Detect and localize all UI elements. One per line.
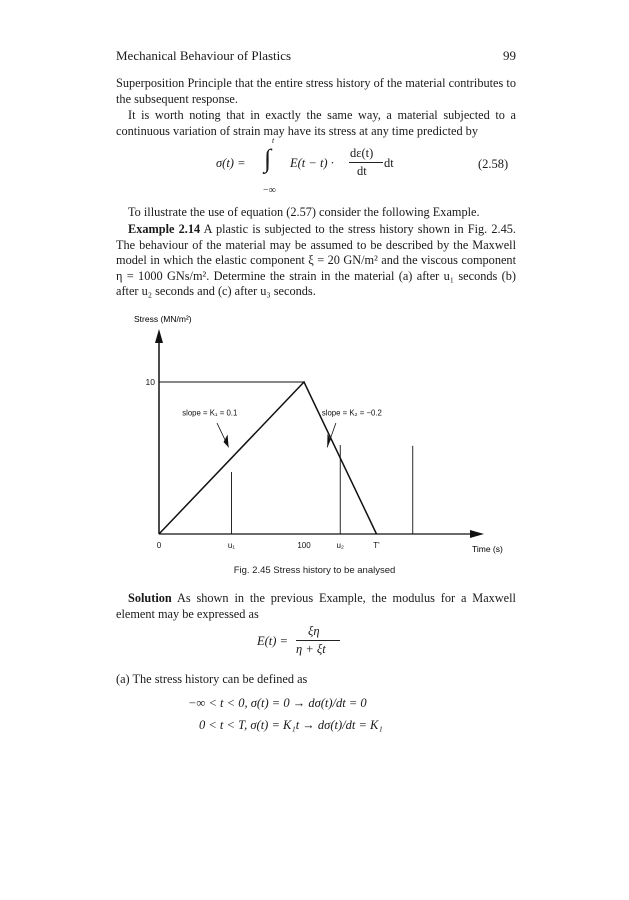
- eq258-integrand: E(t − t) ·: [290, 156, 334, 170]
- paragraph-2: It is worth noting that in exactly the same way, a material subjected to a continuous variation of strain may have its stress at any time predicted by: [116, 108, 516, 138]
- plot-area: [146, 377, 413, 550]
- solution-paragraph: [116, 591, 516, 622]
- integral-sign: ∫: [264, 144, 272, 173]
- eq258-after: dt: [384, 156, 394, 170]
- eq258-upper-limit: t: [272, 136, 275, 145]
- x-tick-label-5: T': [373, 541, 380, 550]
- solution-text: As shown in the previous Example, the modulus for a Maxwell element may be expressed as: [116, 591, 516, 621]
- y-axis-arrow: [155, 329, 163, 343]
- y-axis-label: Stress (MN/m²): [134, 314, 192, 324]
- x-tick-label-3: 100: [297, 541, 311, 550]
- x-tick-label-4: u₂: [336, 541, 345, 550]
- eq258-frac-den: dt: [357, 164, 367, 178]
- x-axis-label: Time (s): [472, 544, 503, 554]
- eq258-lhs: σ(t) =: [216, 156, 246, 170]
- case-2: 0 < t < T, σ(t) = K₁t → dσ(t)/dt = K₁: [199, 718, 383, 732]
- eq258-lower-limit: −∞: [263, 185, 276, 196]
- example-label: Example 2.14: [128, 222, 201, 236]
- page-number: 99: [503, 48, 516, 63]
- x-axis-arrow: [470, 530, 484, 538]
- paragraph-1: Superposition Principle that the entire stress history of the material contributes to the subsequent response.: [116, 76, 516, 106]
- stress-history-line: [159, 382, 377, 534]
- slope-annotation-1: slope = K₁ = 0.1: [182, 408, 238, 418]
- x-tick-label-2: u₁: [227, 541, 236, 550]
- figure-caption: Fig. 2.45 Stress history to be analysed: [233, 565, 396, 576]
- eq258-frac-num: dε(t): [350, 146, 374, 160]
- slope-arrowhead-1: [224, 434, 229, 447]
- example-text: A plastic is subjected to the stress history shown in Fig. 2.45. The behaviour of the material may be assumed to be described by the Maxwell model in which the elastic component ξ = 20 GN/m² and the viscous component η = 1000 GNs/m². Determine the strain in the material (a) after u₁ seconds (b) after u₂ seconds and (c) after u₃ seconds.: [116, 222, 516, 298]
- modulus-lhs: E(t) =: [257, 634, 288, 648]
- header-title: Mechanical Behaviour of Plastics: [116, 48, 292, 63]
- case-1: −∞ < t < 0, σ(t) = 0 → dσ(t)/dt = 0: [188, 696, 367, 710]
- x-tick-label-1: 0: [156, 541, 162, 550]
- modulus-num: ξη: [308, 624, 320, 638]
- paragraph-3: To illustrate the use of equation (2.57) consider the following Example.: [128, 205, 480, 219]
- slope-annotation-2: slope = K₂ = −0.2: [321, 408, 382, 418]
- y-tick-label: 10: [145, 377, 155, 387]
- modulus-den: η + ξt: [296, 642, 326, 656]
- solution-label: Solution: [128, 591, 172, 605]
- part-a: (a) The stress history can be defined as: [116, 672, 308, 686]
- eq258-number: (2.58): [478, 157, 509, 171]
- modulus-fraction-bar: [296, 640, 340, 641]
